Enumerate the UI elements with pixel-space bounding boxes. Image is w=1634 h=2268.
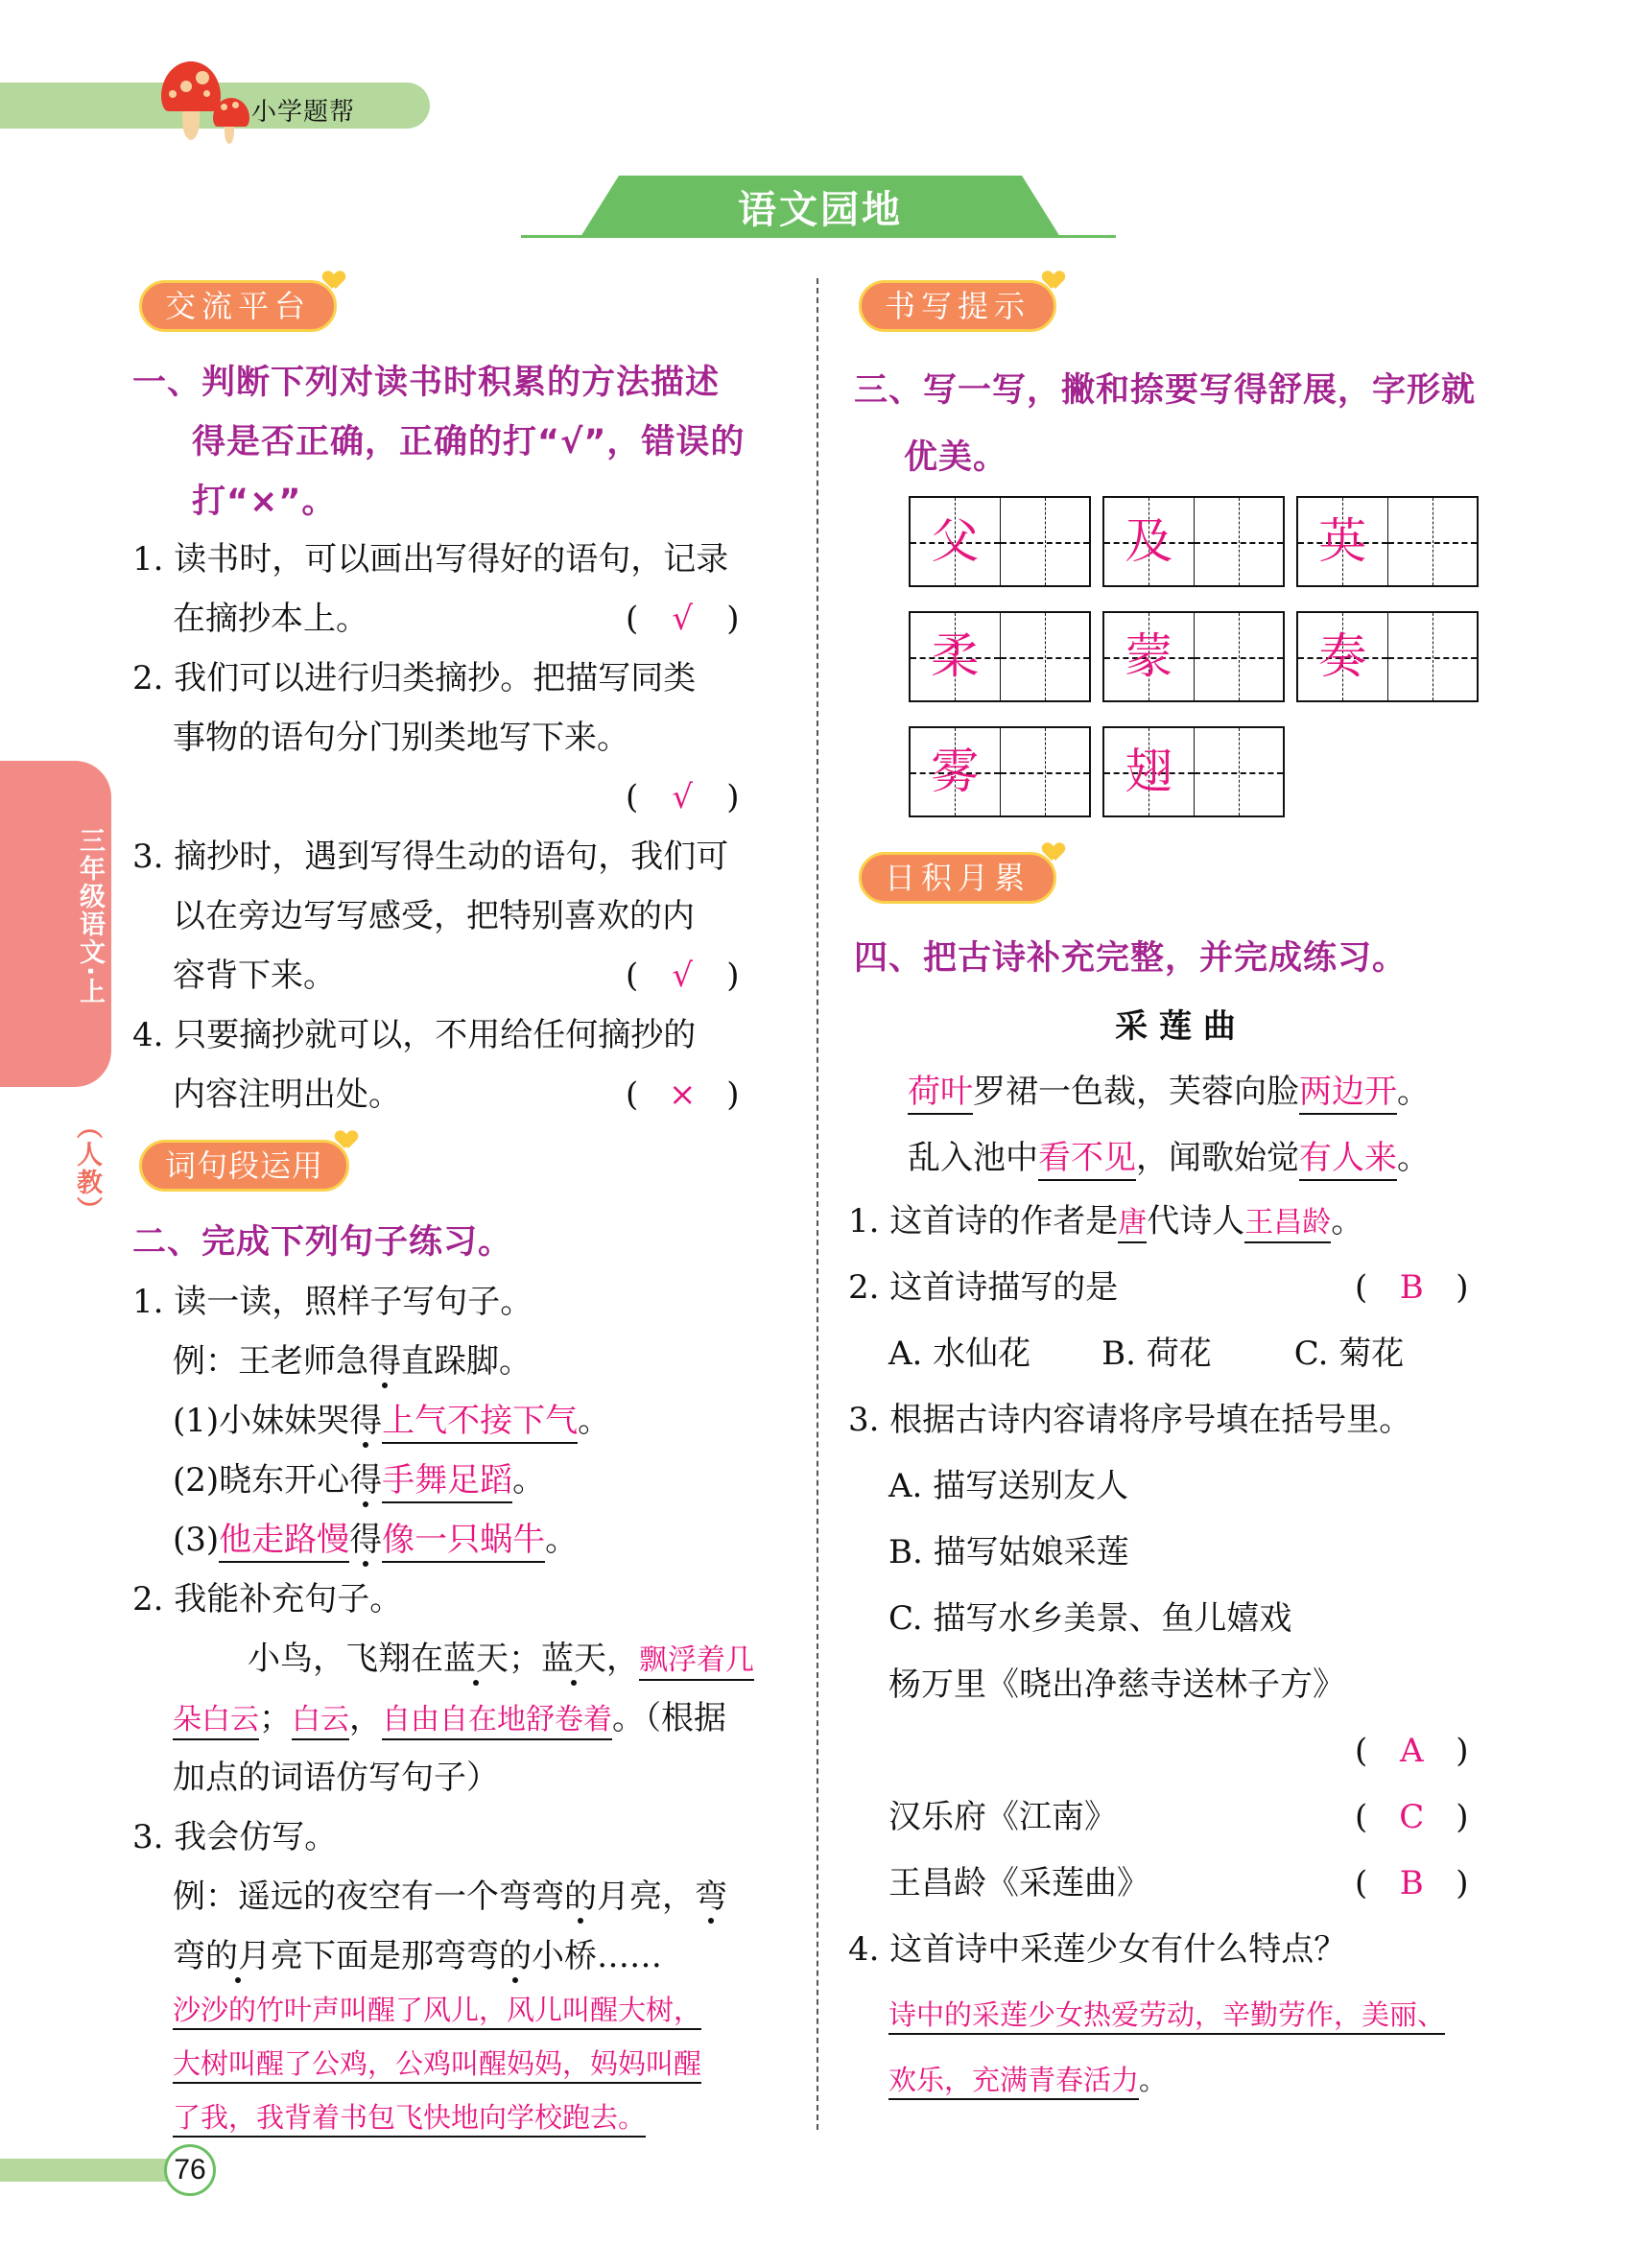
answer-mark: √ <box>672 957 694 995</box>
q1-item-2 <box>132 654 696 702</box>
answer-box[interactable]: ( C ) <box>1355 1793 1469 1841</box>
q4-sub1 <box>848 1197 1363 1247</box>
q1-item-1 <box>132 535 728 583</box>
answer-blank[interactable]: 有人来 <box>1299 1139 1397 1181</box>
q4-sub4-answer-1[interactable] <box>888 1991 1445 2039</box>
grade-label: 三年级语文·上 <box>75 827 105 1006</box>
text: 。（根据 <box>612 1699 726 1737</box>
dotted-word: 蓝天 <box>541 1640 606 1678</box>
answer-blank[interactable]: 朵白云 <box>173 1703 259 1740</box>
writing-grid[interactable] <box>1102 726 1285 817</box>
answer-blank[interactable]: 看不见 <box>1038 1139 1136 1181</box>
answer-box[interactable]: ( × ) <box>626 1071 740 1119</box>
question-text: 1. 这首诗的作者是 <box>848 1202 1119 1240</box>
poem-line-2 <box>908 1134 1430 1182</box>
heading-line: 三、写一写，撇和捺要写得舒展，字形就 <box>854 371 1477 410</box>
answer-blank[interactable]: 王昌龄 <box>1244 1206 1331 1243</box>
text: ； <box>259 1699 292 1737</box>
answer-blank[interactable]: 飘浮着几 <box>639 1643 754 1681</box>
writing-grid[interactable] <box>1296 496 1479 587</box>
answer-mark: × <box>669 1075 697 1114</box>
heading-line: 得是否正确，正确的打“√”，错误的 <box>192 423 746 461</box>
text: …… <box>597 1937 662 1975</box>
punct: 。 <box>1397 1139 1430 1177</box>
poem-text: 乱入池中 <box>908 1139 1038 1177</box>
dotted-word: 得 <box>349 1461 383 1500</box>
q2-sub2-line3: 加点的词语仿写句子） <box>173 1759 499 1797</box>
q2-sub3-title: 3. 我会仿写。 <box>132 1818 338 1856</box>
question-1-heading <box>132 353 745 532</box>
item-text: 4. 只要摘抄就可以，不用给任何摘抄的 <box>132 1016 697 1054</box>
example-text: 例：王老师急 <box>173 1342 368 1381</box>
poem-title: 采 莲 曲 <box>1115 1007 1236 1046</box>
answer-text: 了我，我背着书包飞快地向学校跑去。 <box>173 2101 646 2138</box>
writing-grid[interactable] <box>909 611 1091 702</box>
heading-line: 优美。 <box>904 438 1008 477</box>
item-text: 内容注明出处。 <box>173 1075 401 1114</box>
answer-box[interactable]: ( B ) <box>1355 1264 1469 1311</box>
page-number: 76 <box>164 2144 216 2196</box>
punct: 。 <box>545 1521 579 1559</box>
answer-blank[interactable]: 像一只蜗牛 <box>382 1521 545 1563</box>
heart-icon <box>337 1131 356 1150</box>
answer-blank[interactable]: 手舞足蹈 <box>382 1461 512 1503</box>
item-text: 容背下来。 <box>173 957 336 995</box>
q2-sub1-item-1 <box>173 1397 610 1445</box>
answer-mark: A <box>1399 1732 1424 1770</box>
q1-item-2-cont <box>173 714 629 762</box>
answer-box[interactable]: ( √ ) <box>626 773 740 821</box>
q1-item-4 <box>132 1011 696 1059</box>
answer-box[interactable]: ( A ) <box>1355 1727 1469 1775</box>
heart-icon <box>1044 843 1063 862</box>
answer-mark: B <box>1399 1864 1424 1902</box>
answer-mark: C <box>1399 1798 1425 1836</box>
dotted-word: 得 <box>368 1342 401 1381</box>
q2-sub3-example-2 <box>173 1932 662 1980</box>
writing-grid[interactable] <box>1296 611 1479 702</box>
badge-label: 交流平台 <box>165 288 312 324</box>
answer-blank[interactable]: 他走路慢 <box>219 1521 349 1563</box>
text: 小鸟，飞翔在 <box>248 1640 443 1678</box>
q1-item-1-cont <box>173 595 368 643</box>
q2-sub2-line1 <box>248 1635 754 1685</box>
q1-item-3-cont <box>173 892 695 940</box>
answer-text: 欢乐，充满青春活力 <box>888 2064 1139 2100</box>
answer-blank[interactable]: 唐 <box>1118 1206 1147 1243</box>
q4-sub4-answer-2[interactable] <box>888 2056 1167 2104</box>
answer-text: 大树叫醒了公鸡，公鸡叫醒妈妈，妈妈叫醒 <box>173 2047 701 2084</box>
q2-sub1-title: 1. 读一读，照样子写句子。 <box>132 1283 533 1321</box>
model-char: 雾 <box>931 744 980 799</box>
footer-bar <box>0 2159 173 2182</box>
dotted-word: 蓝天 <box>443 1640 509 1678</box>
q4-sub3-option-a: A. 描写送别友人 <box>888 1467 1129 1505</box>
q1-item-4-cont <box>173 1071 401 1119</box>
question-text: 代诗人 <box>1147 1202 1245 1240</box>
model-char: 翅 <box>1125 744 1173 799</box>
badge-label: 书写提示 <box>885 288 1031 324</box>
answer-blank[interactable]: 上气不接下气 <box>382 1402 578 1444</box>
question-4-heading: 四、把古诗补充完整，并完成练习。 <box>854 939 1408 978</box>
question-3-heading <box>854 357 1476 491</box>
column-divider <box>817 278 818 2130</box>
model-char: 蒙 <box>1125 628 1173 684</box>
answer-mark: √ <box>672 778 694 816</box>
q4-sub4: 4. 这首诗中采莲少女有什么特点？ <box>848 1930 1347 1969</box>
edition-label: （人教） <box>72 1113 102 1224</box>
page-title: 语文园地 <box>738 188 903 232</box>
punct: 。 <box>1397 1073 1430 1111</box>
model-char: 及 <box>1125 513 1173 569</box>
q4-sub3-option-b: B. 描写姑娘采莲 <box>888 1533 1129 1571</box>
dotted-word: 弯的月亮 <box>173 1937 303 1975</box>
dotted-word: 得 <box>349 1521 383 1559</box>
q1-item-3 <box>132 833 728 881</box>
q4-sub3-match-1: 杨万里《晓出净慈寺送林子方》 <box>888 1666 1345 1704</box>
q4-sub2: 2. 这首诗描写的是 <box>848 1268 1119 1307</box>
writing-grid[interactable] <box>1102 611 1285 702</box>
q2-sub1-example <box>173 1337 532 1385</box>
model-char: 英 <box>1318 513 1367 569</box>
section-badge-usage <box>139 1140 349 1192</box>
writing-grid[interactable] <box>909 496 1091 587</box>
answer-box[interactable]: ( B ) <box>1355 1859 1469 1907</box>
answer-mark: B <box>1399 1268 1424 1307</box>
dotted-word: 得 <box>349 1402 383 1440</box>
answer-box[interactable]: ( √ ) <box>626 595 740 643</box>
answer-mark: √ <box>672 600 694 638</box>
text: ， <box>349 1699 382 1737</box>
answer-blank[interactable]: 白云 <box>292 1703 349 1740</box>
answer-box[interactable]: ( √ ) <box>626 952 740 1000</box>
item-text: 1. 读书时，可以画出写得好的语句，记录 <box>132 540 729 579</box>
q2-sub1-item-2 <box>173 1456 545 1504</box>
badge-label: 词句段运用 <box>165 1147 324 1184</box>
answer-text: 诗中的采莲少女热爱劳动，辛勤劳作，美丽、 <box>888 1998 1445 2035</box>
q4-sub3-match-3: 王昌龄《采莲曲》 <box>888 1864 1149 1902</box>
poem-text: ，闻歌始觉 <box>1136 1139 1299 1177</box>
q4-sub3-option-c: C. 描写水乡美景、鱼儿嬉戏 <box>888 1599 1292 1638</box>
dotted-word: 弯弯的小桥 <box>434 1937 597 1975</box>
model-char: 父 <box>931 513 980 569</box>
text: ， <box>606 1640 639 1678</box>
text: ， <box>662 1878 695 1916</box>
question-2-heading: 二、完成下列句子练习。 <box>132 1223 513 1262</box>
q2-sub1-item-3 <box>173 1516 578 1564</box>
poem-line-1 <box>908 1068 1430 1116</box>
text: 例：遥远的夜空有一个 <box>173 1878 499 1916</box>
item-text: 3. 摘抄时，遇到写得生动的语句，我们可 <box>132 838 729 876</box>
badge-label: 日积月累 <box>885 860 1031 896</box>
item-text: 2. 我们可以进行归类摘抄。把描写同类 <box>132 659 697 697</box>
dotted-word: 弯弯的月亮 <box>499 1878 662 1916</box>
dotted-word: 弯 <box>695 1878 727 1916</box>
answer-blank[interactable]: 荷叶 <box>908 1073 973 1115</box>
answer-blank[interactable]: 自由自在地舒卷着 <box>382 1703 612 1740</box>
q2-sub3-answer-2[interactable] <box>173 2040 701 2088</box>
q4-sub3: 3. 根据古诗内容请将序号填在括号里。 <box>848 1401 1412 1439</box>
punct: 。 <box>1139 2064 1168 2096</box>
text: ； <box>509 1640 541 1678</box>
item-label: (1)小妹妹哭 <box>173 1402 350 1440</box>
heart-icon <box>1044 272 1063 291</box>
section-badge-accumulation <box>859 852 1056 904</box>
q2-sub3-example-1 <box>173 1873 727 1921</box>
heading-line: 打“×”。 <box>192 483 337 521</box>
q2-sub3-answer-3[interactable] <box>173 2093 646 2141</box>
q2-sub3-answer-1[interactable] <box>173 1986 701 2034</box>
answer-text: 沙沙的竹叶声叫醒了风儿，风儿叫醒大树， <box>173 1994 701 2030</box>
poem-text: 罗裙一色裁，芙蓉向脸 <box>973 1073 1299 1111</box>
model-char: 奏 <box>1318 628 1367 684</box>
writing-grid[interactable] <box>909 726 1091 817</box>
text: 下面是那 <box>303 1937 434 1975</box>
q4-sub3-match-2: 汉乐府《江南》 <box>888 1798 1117 1836</box>
heading-line: 一、判断下列对读书时积累的方法描述 <box>132 364 721 402</box>
item-text: 以在旁边写写感受，把特别喜欢的内 <box>173 897 695 935</box>
q4-sub2-options <box>888 1330 1404 1378</box>
model-char: 柔 <box>931 628 980 684</box>
punct: 。 <box>578 1402 611 1440</box>
option-c: C. 菊花 <box>1293 1335 1405 1373</box>
item-label: (2)晓东开心 <box>173 1461 350 1500</box>
section-badge-exchange <box>139 280 337 332</box>
answer-blank[interactable]: 两边开 <box>1299 1073 1397 1115</box>
section-badge-writing-tips <box>859 280 1056 332</box>
item-text: 事物的语句分门别类地写下来。 <box>173 719 629 757</box>
brand-name: 小学题帮 <box>251 98 356 127</box>
punct: 。 <box>1331 1202 1364 1240</box>
q2-sub2-line2 <box>173 1694 726 1744</box>
item-text: 在摘抄本上。 <box>173 600 368 638</box>
item-label: (3) <box>173 1521 220 1559</box>
punct: 。 <box>512 1461 546 1500</box>
example-text: 直跺脚。 <box>401 1342 532 1381</box>
writing-grid[interactable] <box>1102 496 1285 587</box>
heart-icon <box>324 272 343 291</box>
option-b: B. 荷花 <box>1101 1335 1212 1373</box>
q2-sub2-title: 2. 我能补充句子。 <box>132 1580 403 1618</box>
option-a: A. 水仙花 <box>888 1335 1031 1373</box>
q1-item-3-cont2 <box>173 952 336 1000</box>
mushroom-icon <box>161 61 238 148</box>
